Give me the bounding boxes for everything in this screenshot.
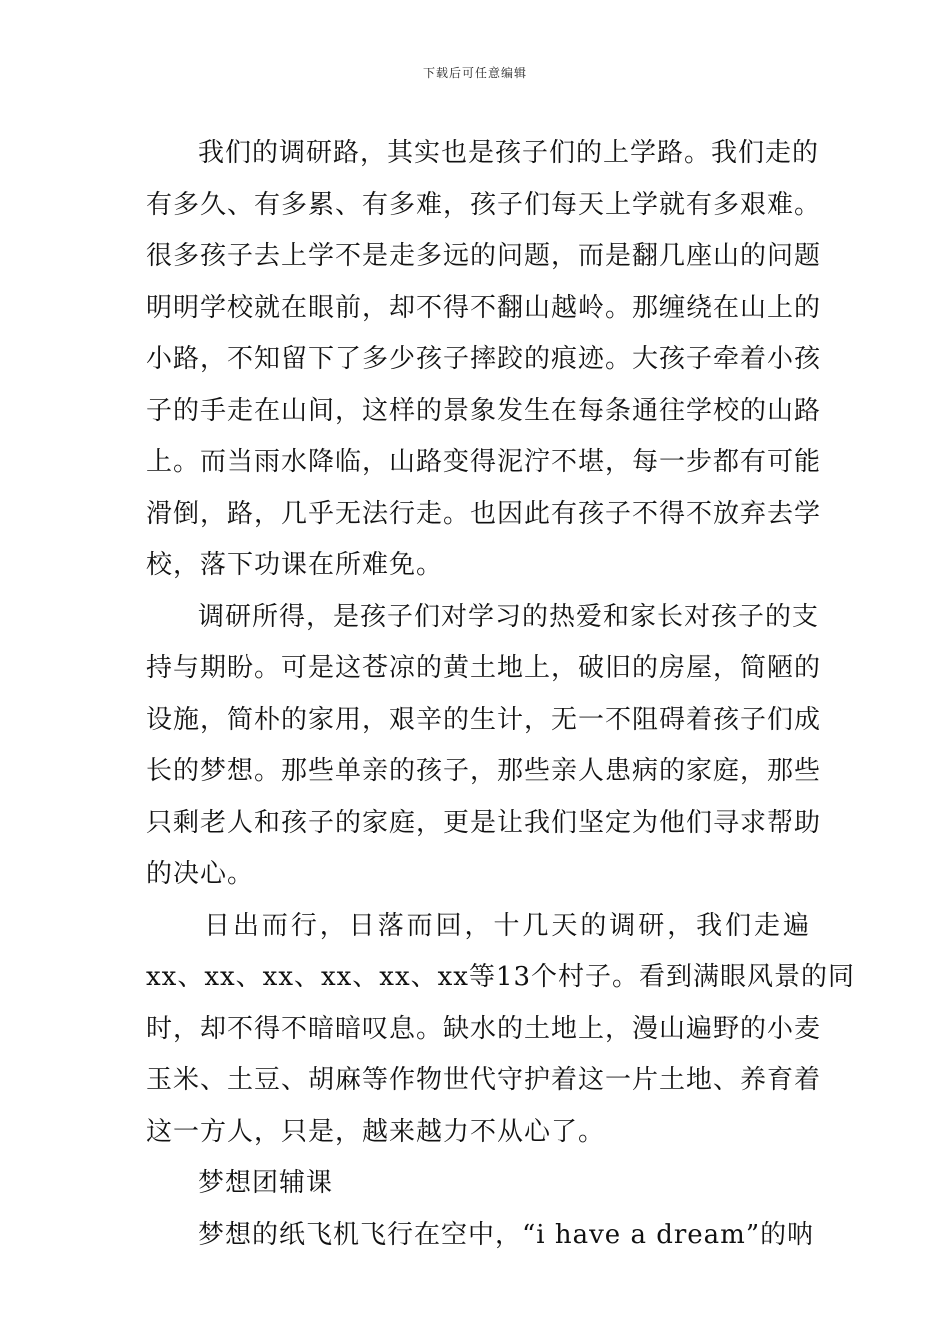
paragraph-line: 我们的调研路，其实也是孩子们的上学路。我们走的 (198, 138, 820, 168)
paragraph-line: 梦想的纸飞机飞行在空中，“i have a dream”的呐 (198, 1219, 815, 1250)
paragraph-line: 玉米、土豆、胡麻等作物世代守护着这一片土地、养育着 (146, 1065, 822, 1095)
paragraph-line: 长的梦想。那些单亲的孩子，那些亲人患病的家庭，那些 (146, 756, 822, 786)
section-heading: 梦想团辅课 (198, 1168, 334, 1198)
paragraph-line: 子的手走在山间，这样的景象发生在每条通往学校的山路 (146, 395, 822, 426)
paragraph-line: 滑倒，路，几乎无法行走。也因此有孩子不得不放弃去学 (146, 498, 822, 529)
body-text (146, 128, 856, 1261)
paragraph-line: 上。而当雨水降临，山路变得泥泞不堪，每一步都有可能 (146, 447, 822, 477)
paragraph-line: 小路，不知留下了多少孩子摔跤的痕迹。大孩子牵着小孩 (146, 344, 822, 374)
paragraph-line: xx、xx、xx、xx、xx、xx等13个村子。看到满眼风景的同 (146, 962, 856, 992)
paragraph-line: 很多孩子去上学不是走多远的问题，而是翻几座山的问题 (146, 241, 822, 271)
paragraph-line: 调研所得，是孩子们对学习的热爱和家长对孩子的支 (198, 601, 820, 632)
paragraph-line: 的决心。 (146, 859, 255, 889)
paragraph-line: 只剩老人和孩子的家庭，更是让我们坚定为他们寻求帮助 (146, 807, 822, 838)
paragraph-line: 日出而行，日落而回，十几天的调研，我们走遍 (204, 910, 810, 941)
paragraph-line: 校，落下功课在所难免。 (146, 550, 444, 580)
paragraph-line: 这一方人，只是，越来越力不从心了。 (146, 1116, 606, 1147)
paragraph-line: 明明学校就在眼前，却不得不翻山越岭。那缠绕在山上的 (146, 292, 822, 323)
paragraph-line: 有多久、有多累、有多难，孩子们每天上学就有多艰难。 (146, 189, 822, 220)
header-note: 下载后可任意编辑 (422, 66, 527, 80)
paragraph-line: 设施，简朴的家用，艰辛的生计，无一不阻碍着孩子们成 (146, 704, 822, 735)
paragraph-line: 时，却不得不暗暗叹息。缺水的土地上，漫山遍野的小麦 (146, 1013, 822, 1044)
paragraph-line: 持与期盼。可是这苍凉的黄土地上，破旧的房屋，简陋的 (146, 653, 822, 683)
